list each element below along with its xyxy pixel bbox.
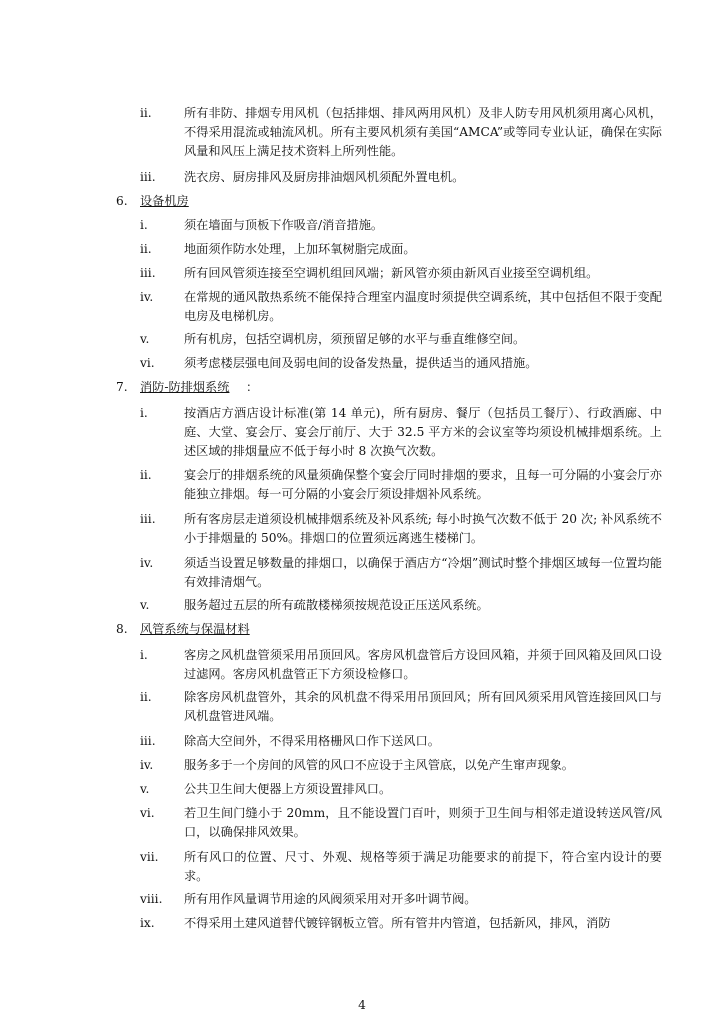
item-number: iii. xyxy=(140,512,156,526)
item-number: iii. xyxy=(140,734,156,748)
page-number: 4 xyxy=(358,998,366,1012)
item-text: 所有风口的位置、尺寸、外观、规格等须于满足功能要求的前提下，符合室内设计的要求。 xyxy=(184,850,662,883)
section-title xyxy=(140,378,229,397)
item-text: 服务超过五层的所有疏散楼梯须按规范设正压送风系统。 xyxy=(184,598,489,612)
item-text: 若卫生间门缝小于 20mm，且不能设置门百叶，则须于卫生间与相邻走道设转送风管/风口，以确保排风效果。 xyxy=(184,806,662,839)
item-text: 除高大空间外，不得采用格栅风口作下送风口。 xyxy=(184,734,440,748)
item-text: 须在墙面与顶板下作吸音/消音措施。 xyxy=(184,218,384,232)
item-number: vii. xyxy=(140,850,159,864)
item-number: i. xyxy=(140,648,148,662)
item-number: iv. xyxy=(140,758,154,772)
item-text: 按酒店方酒店设计标准(第 14 单元)，所有厨房、餐厅（包括员工餐厅）、行政酒廊、中庭、大堂、宴会厅、宴会厅前厅、大于 32.5 平方米的会议室等均须设机械排烟系统。上述区域的排烟量应不低于每小时 8 次换气次数。 xyxy=(184,406,662,458)
item-number: i. xyxy=(140,406,148,420)
item-text: 服务多于一个房间的风管的风口不应设于主风管底，以免产生窜声现象。 xyxy=(184,758,574,772)
item-number: iv. xyxy=(140,290,154,304)
item-text: 地面须作防水处理，上加环氧树脂完成面。 xyxy=(184,242,416,256)
item-number: ix. xyxy=(140,916,155,930)
section-title: 设备机房 xyxy=(140,194,189,208)
item-number: ii. xyxy=(140,690,152,704)
item-number: vi. xyxy=(140,806,155,820)
section-number: 6. xyxy=(116,194,128,208)
item-text: 洗衣房、厨房排风及厨房排油烟风机须配外置电机。 xyxy=(184,170,465,184)
item-number: ii. xyxy=(140,242,152,256)
item-text: 所有机房，包括空调机房，须预留足够的水平与垂直维修空间。 xyxy=(184,332,526,346)
item-text: 所有用作风量调节用途的风阀须采用对开多叶调节阀。 xyxy=(184,892,477,906)
item-number: iii. xyxy=(140,266,156,280)
item-number: iii. xyxy=(140,170,156,184)
item-text: 所有非防、排烟专用风机（包括排烟、排风两用风机）及非人防专用风机须用离心风机，不得采用混流或轴流风机。所有主要风机须有美国“AMCA”或等同专业认证，确保在实际风量和风压上满足技术资料上所列性能。 xyxy=(184,106,662,158)
item-number: viii. xyxy=(140,892,163,906)
item-number: v. xyxy=(140,782,150,796)
item-text: 客房之风机盘管须采用吊顶回风。客房风机盘管后方设回风箱，并须于回风箱及回风口设过滤网。客房风机盘管正下方须设检修口。 xyxy=(184,648,662,681)
item-number: v. xyxy=(140,332,150,346)
item-number: iv. xyxy=(140,556,154,570)
item-text: 除客房风机盘管外，其余的风机盘不得采用吊顶回风；所有回风须采用风管连接回风口与风机盘管进风端。 xyxy=(184,690,662,723)
item-number: i. xyxy=(140,218,148,232)
section-title: 风管系统与保温材料 xyxy=(140,622,250,636)
section-number: 7. xyxy=(116,380,128,394)
item-number: v. xyxy=(140,598,150,612)
section-title-text: 消防-防排烟系统 xyxy=(140,380,230,394)
item-number: ii. xyxy=(140,468,152,482)
section-number: 8. xyxy=(116,622,128,636)
item-number: ii. xyxy=(140,106,152,120)
item-text: 须适当设置足够数量的排烟口，以确保于酒店方“冷烟”测试时整个排烟区域每一位置均能有效排清烟气。 xyxy=(184,556,662,589)
item-text: 所有客房层走道须设机械排烟系统及补风系统; 每小时换气次数不低于 20 次; 补风系统不小于排烟量的 50%。排烟口的位置须远离逃生楼梯门。 xyxy=(184,512,662,545)
item-text: 须考虑楼层强电间及弱电间的设备发热量，提供适当的通风措施。 xyxy=(184,356,538,370)
item-text: 宴会厅的排烟系统的风量须确保整个宴会厅同时排烟的要求，且每一可分隔的小宴会厅亦能独立排烟。每一可分隔的小宴会厅须设排烟补风系统。 xyxy=(184,468,662,501)
section-title-suffix: ： xyxy=(246,380,259,394)
item-text: 在常规的通风散热系统不能保持合理室内温度时须提供空调系统，其中包括但不限于变配电房及电梯机房。 xyxy=(184,290,662,323)
item-text: 不得采用土建风道替代镀锌钢板立管。所有管井内管道，包括新风，排风，消防 xyxy=(184,916,611,930)
item-number: vi. xyxy=(140,356,155,370)
item-text: 所有回风管须连接至空调机组回风端；新风管亦须由新风百业接至空调机组。 xyxy=(184,266,599,280)
item-text: 公共卫生间大便器上方须设置排风口。 xyxy=(184,782,392,796)
